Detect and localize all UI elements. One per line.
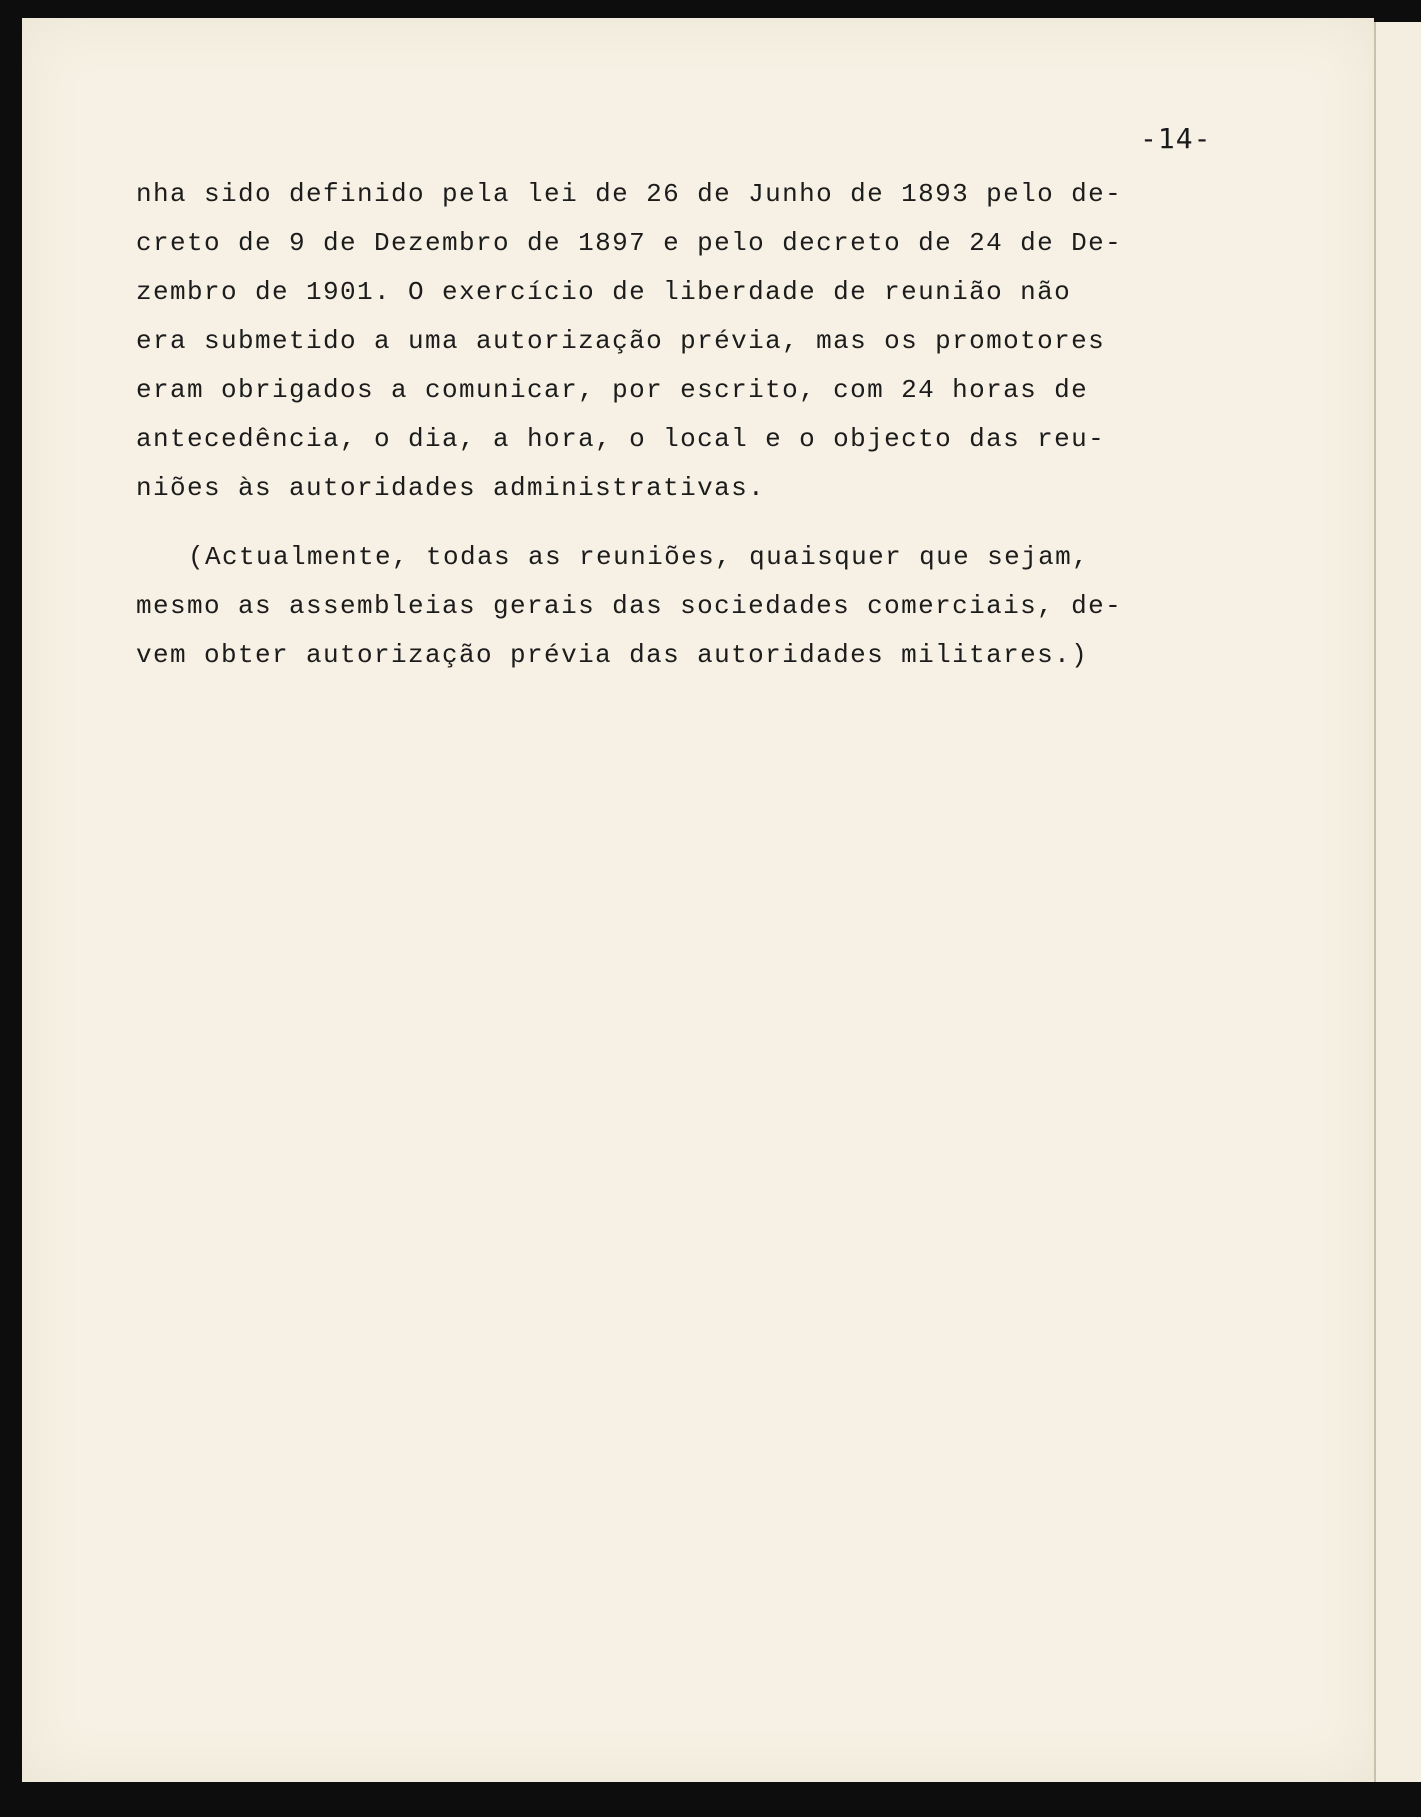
paragraph-1 — [136, 170, 1221, 513]
text-line: creto de 9 de Dezembro de 1897 e pelo decreto de 24 de De- — [136, 228, 1123, 258]
page-number: -14- — [1140, 122, 1212, 155]
text-line: mesmo as assembleias gerais das sociedades comerciais, de- — [136, 591, 1123, 621]
text-line: eram obrigados a comunicar, por escrito, com 24 horas de — [136, 375, 1089, 405]
text-line: nha sido definido pela lei de 26 de Junho de 1893 pelo de- — [136, 179, 1123, 209]
scan-top-border — [0, 0, 1421, 18]
next-page-edge — [1374, 22, 1421, 1782]
text-line: era submetido a uma autorização prévia, mas os promotores — [136, 326, 1106, 356]
paragraph-gap — [136, 513, 1221, 533]
text-line: zembro de 1901. O exercício de liberdade de reunião não — [136, 277, 1072, 307]
text-line: antecedência, o dia, a hora, o local e o objecto das reu- — [136, 424, 1106, 454]
text-line: (Actualmente, todas as reuniões, quaisquer que sejam, — [188, 542, 1090, 572]
body-text — [136, 170, 1221, 680]
paragraph-2 — [136, 533, 1221, 680]
text-line: niões às autoridades administrativas. — [136, 473, 766, 503]
text-line: vem obter autorização prévia das autoridades militares.) — [136, 640, 1089, 670]
